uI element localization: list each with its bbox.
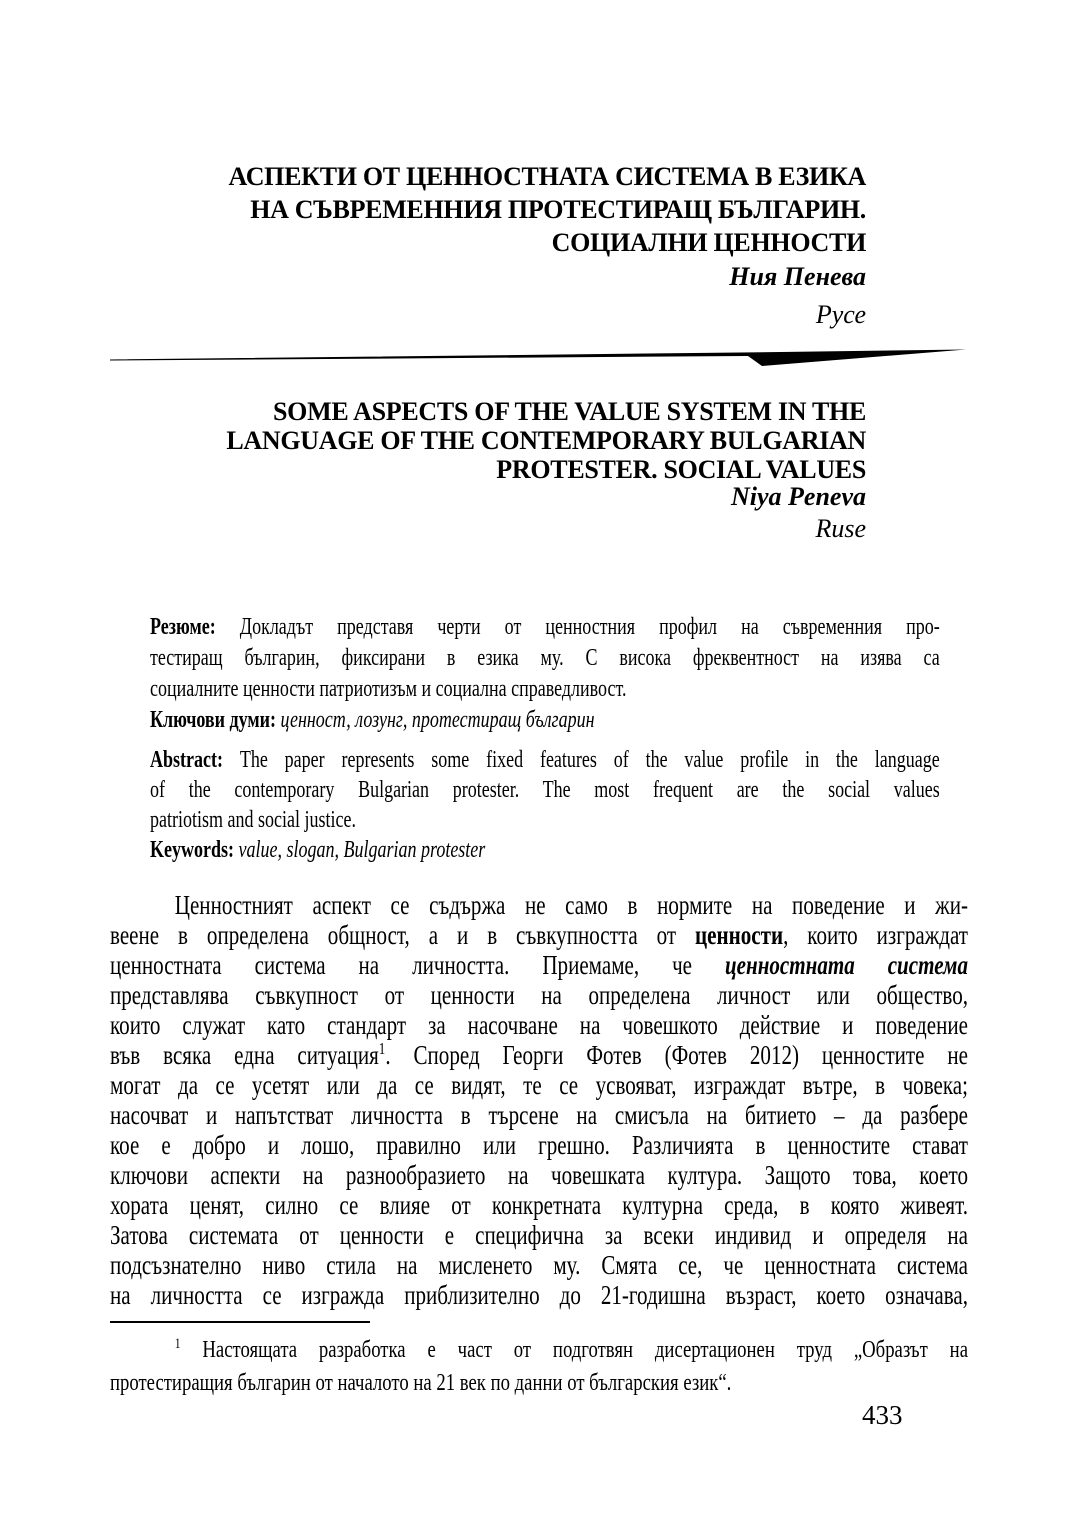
text-line: Резюме: Докладът представя черти от ценностния профил на съвременния про- [150,614,940,640]
title-line: СОЦИАЛНИ ЦЕННОСТИ [551,228,866,257]
text-line: patriotism and social justice. [150,807,356,833]
text-line: Ключови думи: ценност, лозунг, протестиращ българин [150,707,595,733]
text-line: тестиращ българин, фиксирани в езика му. С висока фреквентност на изява са [150,645,940,671]
text-line: насочват и напътстват личността в търсене на смисъла на битието – да разбере [110,1100,968,1130]
abstract-english [150,745,1080,865]
text-line: Abstract: The paper represents some fixed features of the value profile in the language [150,747,940,773]
author-city-english: Ruse [815,514,866,543]
title-line: PROTESTER. SOCIAL VALUES [496,455,866,484]
text-line: представлява съвкупност от ценности на определена личност или общество, [110,980,968,1010]
footnote-separator [110,1321,370,1323]
title-line: АСПЕКТИ ОТ ЦЕННОСТНАТА СИСТЕМА В ЕЗИКА [228,162,866,191]
author-city-bulgarian: Русе [815,300,866,329]
title-line: SOME ASPECTS OF THE VALUE SYSTEM IN THE [273,397,866,426]
text-line: of the contemporary Bulgarian protester. The most frequent are the social values [150,777,940,803]
text-line: Ценностният аспект се съдържа не само в нормите на поведение и жи- [174,890,968,920]
text-line: на личността се изгражда приблизително до 21-годишна възраст, което означава, [110,1280,968,1310]
text-line: които служат като стандарт за насочване на човешкото действие и поведение [110,1010,968,1040]
ornamental-divider [108,347,970,367]
text-line: хората ценят, силно се влияе от конкретната културна среда, в която живеят. [110,1190,968,1220]
text-line: $^1$ Настоящата разработка е част от подготвян дисертационен труд „Образът на [174,1336,968,1363]
title-line: НА СЪВРЕМЕННИЯ ПРОТЕСТИРАЩ БЪЛГАРИН. [250,195,866,224]
text-line: протестиращия българин от началото на 21 век по данни от българския език“. [110,1370,732,1396]
text-line: Keywords: value, slogan, Bulgarian protester [150,837,486,863]
text-line: ключови аспекти на разнообразието на човешката култура. Защото това, което [110,1160,968,1190]
text-line: социалните ценности патриотизъм и социална справедливост. [150,676,627,702]
footnote [110,1334,1080,1400]
author-name-bulgarian: Ния Пенева [729,262,866,291]
author-name-english: Niya Peneva [730,482,866,511]
text-line: ценностната система на личността. Приемаме, че ценностната система [110,950,968,980]
page-number: 433 [862,1400,903,1430]
abstract-bulgarian [150,612,1080,736]
title-english [110,397,866,484]
title-line: LANGUAGE OF THE CONTEMPORARY BULGARIAN [226,426,866,455]
text-line: Затова системата от ценности е специфична за всеки индивид и определя на [110,1220,968,1250]
body-paragraph [110,890,1080,1310]
text-line: кое е добро и лошо, правилно или грешно. Различията в ценностите стават [110,1130,968,1160]
text-line: подсъзнателно ниво стила на мисленето му. Смята се, че ценностната система [110,1250,968,1280]
text-line: веене в определена общност, а и в съвкупността от ценности, които изграждат [110,920,968,950]
text-line: могат да се усетят или да се видят, те се усвояват, изграждат вътре, в човека; [110,1070,968,1100]
text-line: във всяка една ситуация$^1$. Според Георги Фотев (Фотев 2012) ценностите не [110,1039,968,1070]
title-bulgarian [110,160,866,259]
